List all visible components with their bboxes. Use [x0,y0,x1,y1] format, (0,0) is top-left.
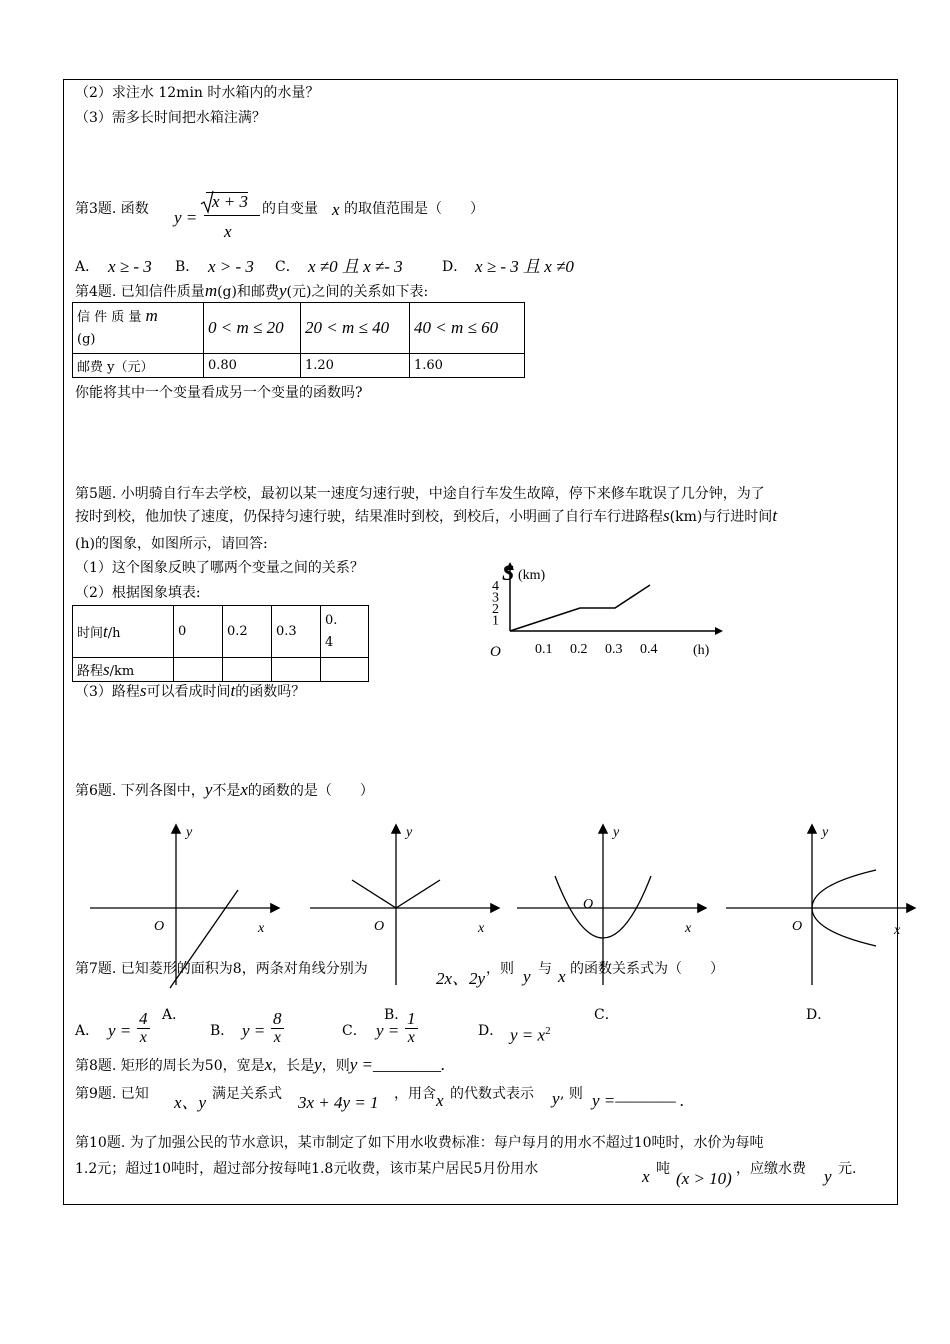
q7-mid: ，则 [486,961,514,977]
q3-stem [75,200,149,218]
q7-option-d-label: D． [478,1023,504,1039]
q8-line: 第8题. 矩形的周长为50，宽是x，长是y，则y =________. [75,1055,446,1074]
q4-header-mass: 信 件 质 量 m (g) [73,303,204,354]
q7-graph-label-d: D． [806,1007,832,1023]
q4-table [72,302,525,378]
q5-line2: 按时到校，他加快了速度，仍保持匀速行驶，结果准时到校，到校后，小明画了自行车行进路程s(km)与行进时间t [75,506,778,525]
q4-fee-1: 0.80 [204,354,301,378]
q7-x: x [558,967,566,986]
q7-option-c-eq: y = [376,1021,400,1040]
chart-x-tick-label: 0.3 [605,642,623,657]
chart-x-tick-label: 0.2 [570,642,588,657]
q5-line1: 第5题. 小明骑自行车去学校，最初以某一速度匀速行驶，中途自行车发生故障，停下来修车耽误了几分钟，为了 [75,486,765,502]
chart-origin: O [490,644,501,660]
chart-y-tick-label: 1 [492,613,499,629]
q4-range-2: 20 < m ≤ 40 [301,303,410,354]
q7-graph-label-b: B． [384,1007,409,1023]
q7-option-c-frac: $\frac{1}{x}$ [407,1009,416,1046]
q7-graph-label-a: A． [162,1007,187,1023]
q9-answer-blank[interactable]: y =———— . [592,1091,685,1110]
q4-fee-2: 1.20 [301,354,410,378]
chart-y-tick-label: 4 [492,579,499,594]
q3-stem-end: 的取值范围是（ ） [344,201,484,217]
q9-mid4: , 则 [560,1086,583,1102]
q8-answer-blank[interactable]: y =________. [349,1055,446,1074]
chart-x-tick-label: 0.1 [535,642,553,657]
q6-d-o: O [792,919,803,934]
q3-option-d: x ≥ - 3 且 x ≠0 [475,257,574,276]
q7-option-c-label: C． [342,1023,367,1039]
q7-option-a-label: A． [75,1023,100,1039]
q6-c-x: x [685,921,692,936]
q7-option-a-eq: y = [108,1021,132,1040]
q9-mid3: 的代数式表示 [450,1086,534,1102]
q3-option-d-label: D． [442,259,468,275]
q9-mid2: ，用含 [394,1086,436,1102]
q7-option-b-label: B． [210,1023,235,1039]
q3-stem-post: 的自变量 [262,201,318,217]
q5-time-2: 0.2 [223,606,272,658]
chart-x-tick-label: 0.4 [640,642,658,657]
q4-stem [75,282,428,301]
q3-var: x [332,200,340,219]
q4-header-fee: 邮费 y（元） [73,354,204,378]
q7-option-a-frac: $\frac{4}{x}$ [139,1009,148,1046]
q9-mid: 满足关系式 [212,1086,282,1102]
q6-a-y: y [186,825,193,840]
q3-option-c: x ≠0 且 x ≠- 3 [308,257,403,276]
q5-part1: （1）这个图象反映了哪两个变量之间的关系？ [75,560,364,576]
q10-x: x [642,1167,650,1186]
q6-c-y: y [613,825,620,840]
q3-option-b: x > - 3 [208,257,254,276]
q2-part2: （2）求注水 12min 时水箱内的水量？ [75,85,320,101]
q9-x: x [436,1091,444,1110]
q3-fraction-bar [204,215,260,216]
q4-stem-end: (元)之间的关系如下表: [286,284,429,300]
q10-cond: (x > 10) [676,1169,732,1188]
q7-graph-label-c: C． [594,1007,619,1023]
chart-s-unit: (km) [518,568,546,583]
q5-distance-4[interactable] [321,658,369,682]
q3-option-b-label: B． [175,259,200,275]
q5-part2: （2）根据图象填表: [75,585,201,601]
q3-option-c-label: C． [275,259,300,275]
q10-line2d: 元. [838,1161,857,1177]
q4-range-1: 0 < m ≤ 20 [204,303,301,354]
q6-y: y [204,780,213,799]
q6-d-y: y [822,825,829,840]
q3-sqrt-sign [200,190,214,214]
q4-m: m [204,281,218,300]
q6-b-x: x [478,921,485,936]
q5-line3: (h)的图象，如图所示，请回答: [75,536,268,552]
chart-s-label: S [502,560,515,585]
q10-line2a: 1.2元；超过10吨时，超过部分按每吨1.8元收费，该市某户居民5月份用水 [75,1161,539,1177]
q9-eq: 3x + 4y = 1 [298,1093,379,1112]
q8-x: x [264,1055,273,1074]
q5-distance-2[interactable] [223,658,272,682]
q3-stem-pre: 第3题. 函数 [75,201,149,217]
q10-y: y [824,1167,832,1186]
q4-y: y [278,281,287,300]
q5-distance-3[interactable] [272,658,321,682]
q4-question: 你能将其中一个变量看成另一个变量的函数吗? [75,385,363,401]
q5-time-label: 时间t/h [73,606,174,658]
q10-line1: 第10题. 为了加强公民的节水意识，某市制定了如下用水收费标准：每户每月的用水不超过10吨时，水价为每吨 [75,1135,764,1151]
chart-x-unit: (h) [693,643,710,658]
q5-time-3: 0.3 [272,606,321,658]
q5-s: s [663,506,670,525]
q7-mid2: 与 [538,961,552,977]
q6-a-o: O [154,919,165,934]
q7-y: y [523,967,531,986]
q4-range-3: 40 < m ≤ 60 [410,303,525,354]
q6-d-x: x [894,923,901,938]
q5-time-4: 0. 4 [321,606,369,658]
q7-option-d-eq: $y = x^2$ [510,1025,551,1045]
q6-b-o: O [374,919,385,934]
chart-y-tick-label: 3 [492,590,499,606]
q8-y: y [314,1055,322,1074]
q9-vars: x、y [174,1093,207,1112]
q3-den: x [224,222,232,241]
q7-option-b-eq: y = [242,1021,266,1040]
chart-marks [492,579,658,657]
q5-time-1: 0 [174,606,223,658]
q5-table [72,605,369,682]
q10-line2b: 吨 [656,1161,670,1177]
q9-y: y [552,1089,560,1108]
q6-x: x [240,780,248,799]
q4-stem-text: 第4题. 已知信件质量 [75,284,205,300]
q7-diagonals: 2x、2y [436,969,486,988]
q6-a-x: x [258,921,265,936]
q7-option-b-frac: $\frac{8}{x}$ [273,1009,282,1046]
q7-end: 的函数关系式为（ ） [570,961,724,977]
q4-stem-mid: (g)和邮费 [217,284,279,300]
q2-part3: （3）需多长时间把水箱注满？ [75,110,266,126]
q6-graph-d [724,820,924,990]
q7-stem: 第7题. 已知菱形的面积为8，两条对角线分别为 [75,961,368,977]
q4-fee-3: 1.60 [410,354,525,378]
q3-option-a: x ≥ - 3 [108,257,152,276]
q5-part3: （3）路程s可以看成时间t的函数吗？ [75,681,306,700]
q6-stem: 第6题. 下列各图中，y不是x的函数的是（ ） [75,780,374,799]
q6-c-o: O [583,897,594,912]
q3-option-a-label: A． [75,259,100,275]
q10-line2c: ，应缴水费 [736,1161,806,1177]
q6-b-y: y [406,825,413,840]
q5-t: t [772,506,778,525]
chart-x-arrow [715,627,723,635]
q3-sqrt-num: x + 3 [206,192,248,211]
chart-y-tick-label: 2 [492,602,499,617]
q5-distance-1[interactable] [174,658,223,682]
q5-distance-time-chart [480,558,730,663]
q9-stem: 第9题. 已知 [75,1086,149,1102]
q5-distance-label: 路程s/km [73,658,174,682]
q3-y: y = [174,208,198,227]
